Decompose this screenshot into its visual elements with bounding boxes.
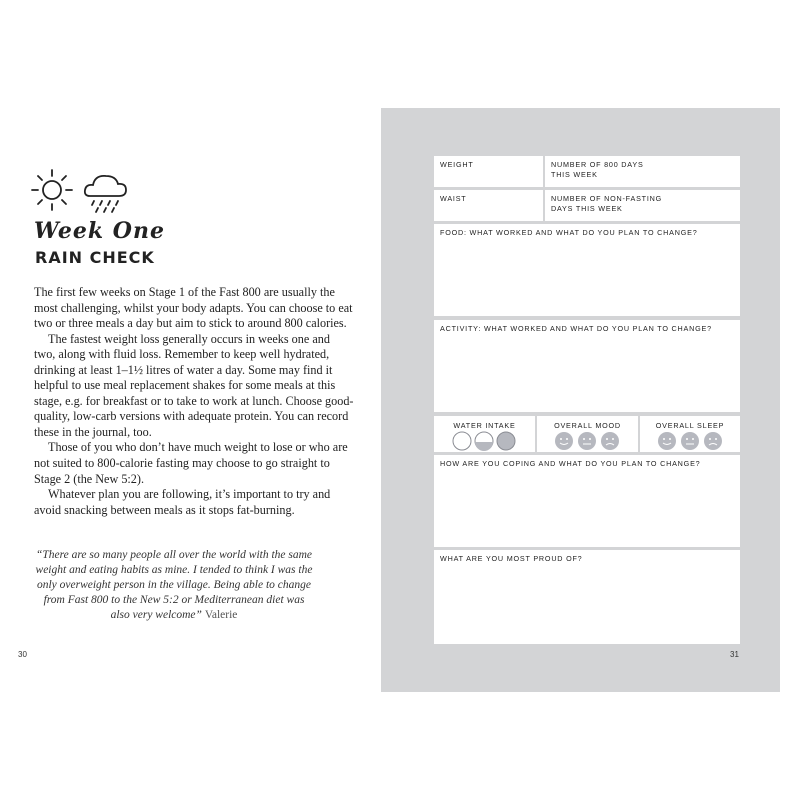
waist-field[interactable] (434, 190, 543, 221)
water-intake-tracker (434, 416, 535, 452)
neutral-face-icon[interactable] (681, 432, 699, 450)
waist-label: WAIST (440, 194, 467, 203)
neutral-face-icon[interactable] (578, 432, 596, 450)
proud-notes-box[interactable] (434, 550, 740, 644)
days-800-field[interactable] (545, 156, 740, 187)
sun-icon (32, 170, 72, 210)
page-number-right: 31 (730, 650, 739, 659)
glass-full-icon[interactable] (497, 432, 515, 450)
quote-author: Valerie (204, 609, 238, 621)
food-prompt: FOOD: WHAT WORKED AND WHAT DO YOU PLAN TO CHANGE? (440, 228, 698, 237)
sad-face-icon[interactable] (601, 432, 619, 450)
happy-face-icon[interactable] (658, 432, 676, 450)
food-notes-box[interactable] (434, 224, 740, 316)
coping-notes-box[interactable] (434, 455, 740, 547)
paragraph-1: The first few weeks on Stage 1 of the Fast 800 are usually the most challenging, whilst your body adapts. You can choose to eat two or three meals a day but aim to stick to around 800 calories. (34, 285, 353, 331)
sad-face-icon[interactable] (704, 432, 722, 450)
weight-label: WEIGHT (440, 160, 474, 169)
glass-empty-icon[interactable] (453, 432, 471, 450)
water-intake-label: WATER INTAKE (453, 421, 516, 430)
page-number-left: 30 (18, 650, 27, 659)
week-title: Week One (34, 218, 165, 244)
overall-mood-label: OVERALL MOOD (554, 421, 621, 430)
quote-text: “There are so many people all over the world with the same weight and eating habits as mine. I tended to think I was the only overweight person in the village. Being able to change from Fast 800 to the New 5:2 or Mediterranean diet was also very welcome” (35, 549, 313, 621)
activity-prompt: ACTIVITY: WHAT WORKED AND WHAT DO YOU PLAN TO CHANGE? (440, 324, 712, 333)
testimonial-quote (34, 548, 314, 623)
body-text (34, 285, 354, 518)
week-subtitle: RAIN CHECK (35, 248, 155, 267)
weather-illustration (28, 166, 148, 218)
non-fasting-label: NUMBER OF NON-FASTING DAYS THIS WEEK (551, 194, 663, 213)
overall-sleep-label: OVERALL SLEEP (655, 421, 725, 430)
overall-sleep-tracker (640, 416, 740, 452)
non-fasting-field[interactable] (545, 190, 740, 221)
paragraph-2: The fastest weight loss generally occurs in weeks one and two, along with fluid loss. Remember to keep well hydrated, drinking at least 1–1½ litres of water a day. Some may find it helpful to use meal replacement shakes for some meals at this stage, e.g. for breakfast or to take to work at lunch. Choose good-quality, low-carb versions with adequate protein. You can record these in the journal, too. (34, 331, 354, 439)
weight-field[interactable] (434, 156, 543, 187)
coping-prompt: HOW ARE YOU COPING AND WHAT DO YOU PLAN TO CHANGE? (440, 459, 701, 468)
rain-cloud-icon (85, 176, 126, 212)
overall-mood-tracker (537, 416, 638, 452)
paragraph-4: Whatever plan you are following, it’s important to try and avoid snacking between meals as it stops fat-burning. (34, 487, 331, 517)
days-800-label: NUMBER OF 800 DAYS THIS WEEK (551, 160, 644, 179)
activity-notes-box[interactable] (434, 320, 740, 412)
proud-prompt: WHAT ARE YOU MOST PROUD OF? (440, 554, 583, 563)
glass-half-icon[interactable] (475, 432, 493, 451)
happy-face-icon[interactable] (555, 432, 573, 450)
paragraph-3: Those of you who don’t have much weight to lose or who are not suited to 800-calorie fasting may choose to go straight to Stage 2 (the New 5:2). (34, 440, 348, 486)
